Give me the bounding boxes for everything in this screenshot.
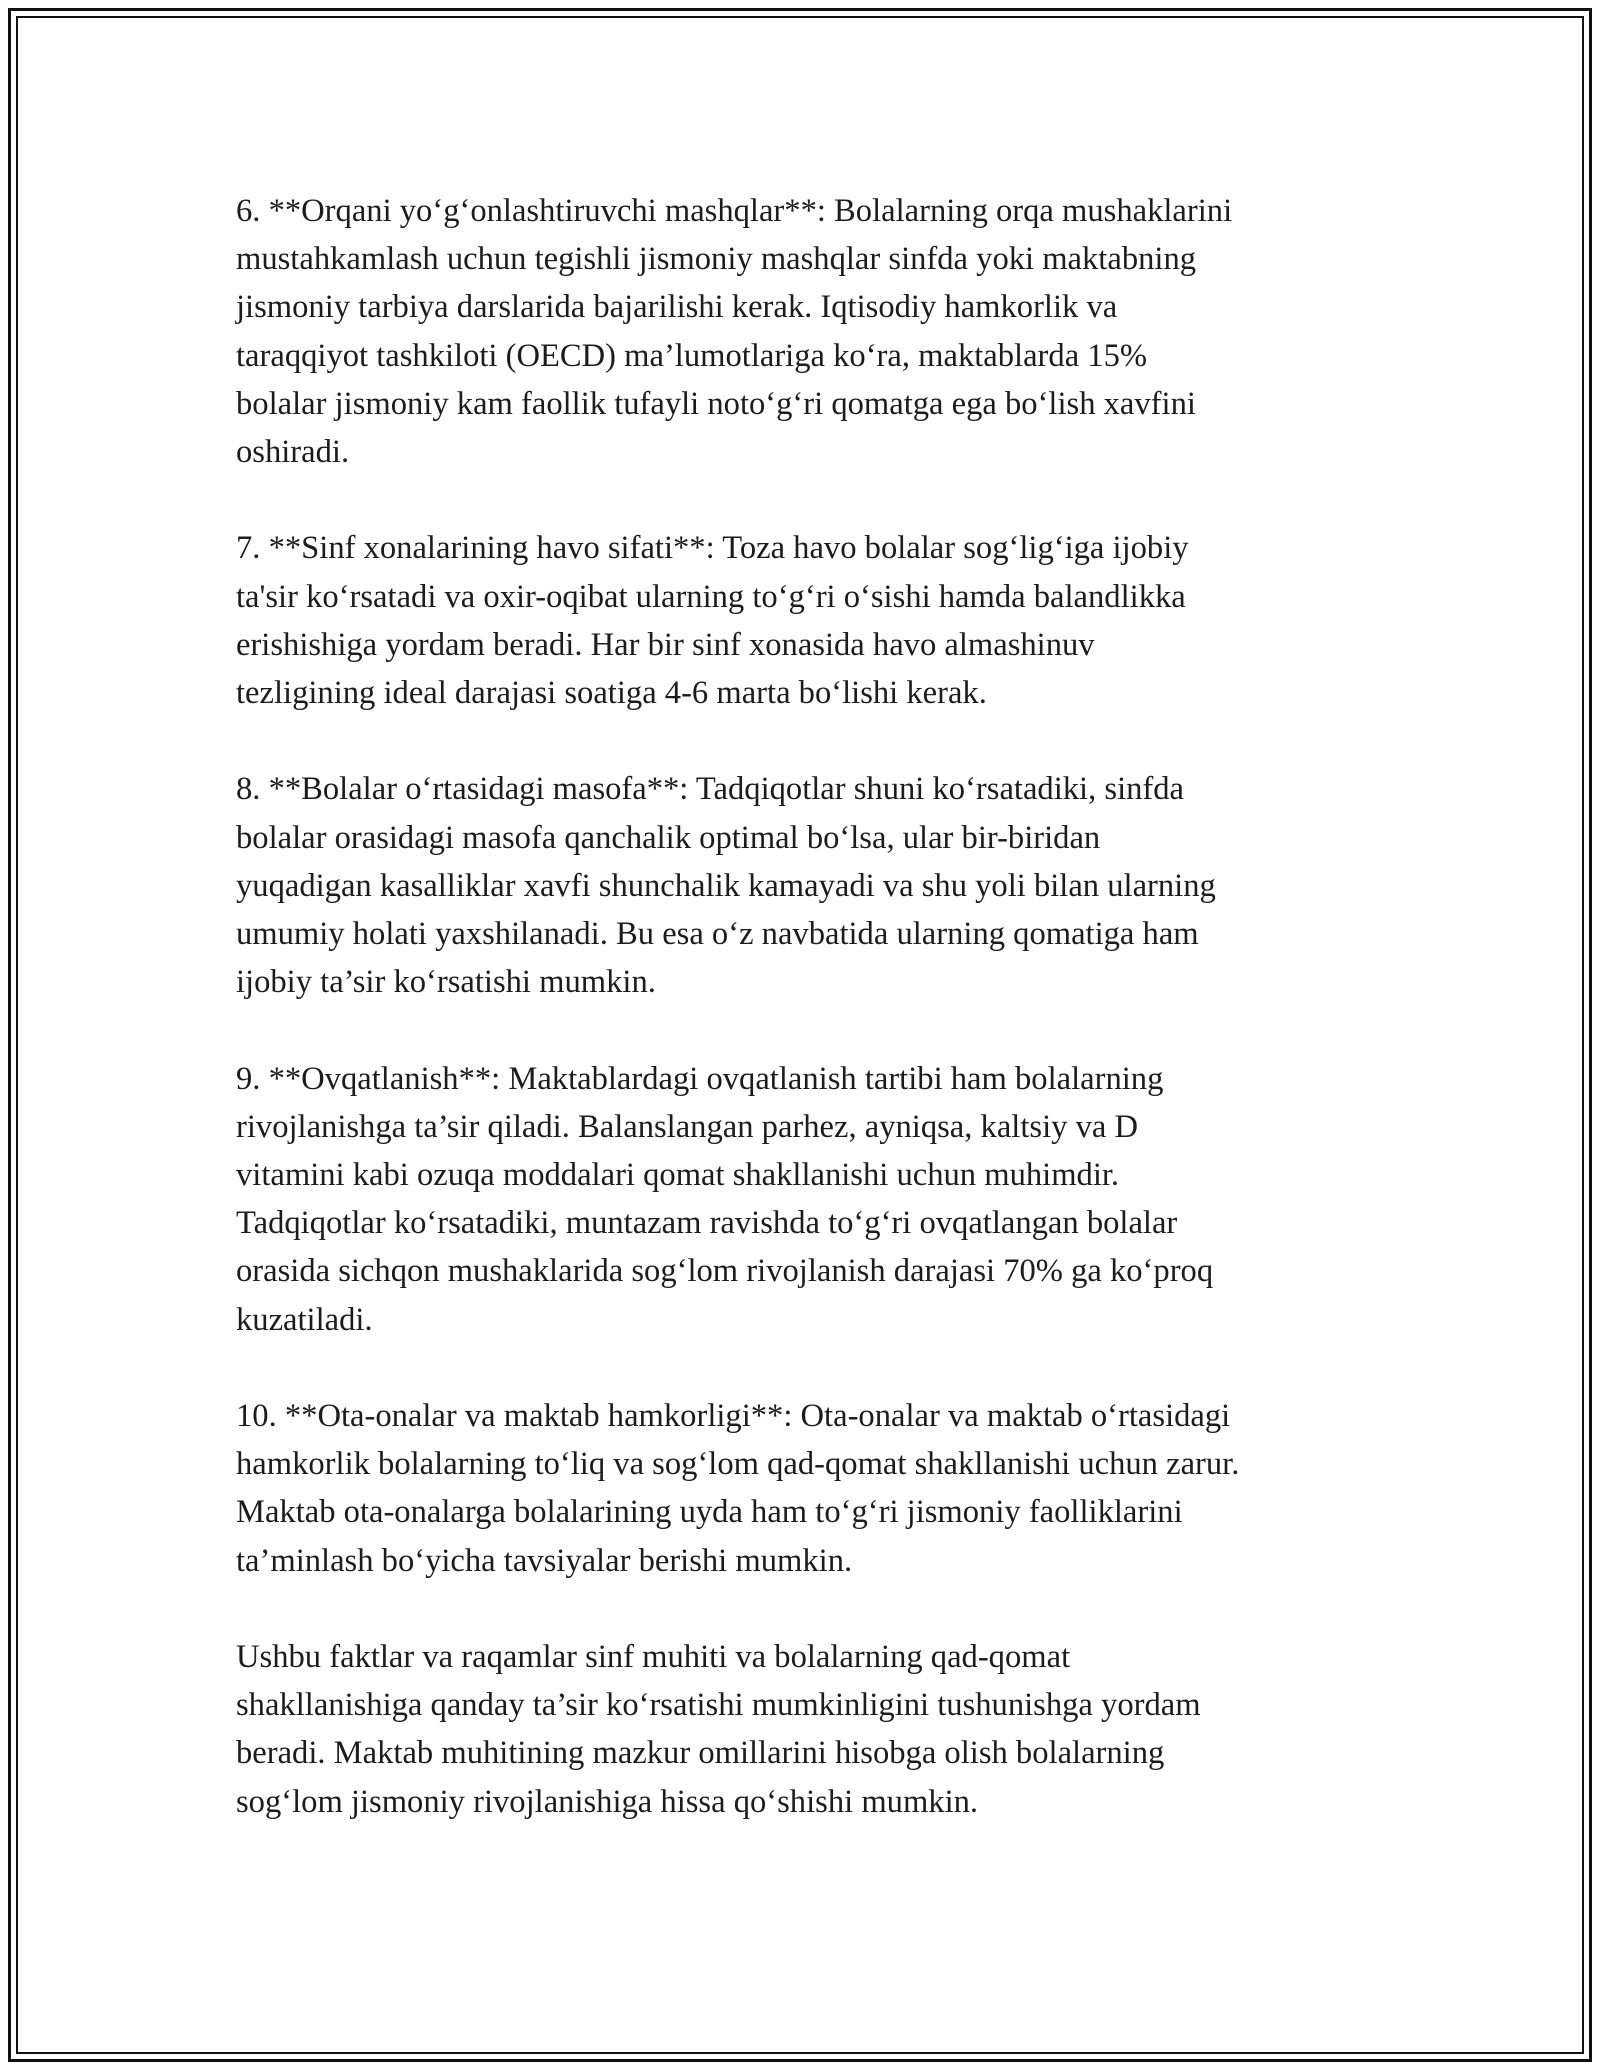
text-line: 8. **Bolalar o‘rtasidagi masofa**: Tadqiqotlar shuni ko‘rsatadiki, sinfda <box>236 771 1185 808</box>
paragraph-item-7 <box>236 524 1376 717</box>
text-line: ta'sir ko‘rsatadi va oxir-oqibat ularning to‘g‘ri o‘sishi hamda balandlikka <box>236 578 1186 615</box>
text-line: oshiradi. <box>236 434 350 471</box>
text-line: yuqadigan kasalliklar xavfi shunchalik kamayadi va shu yoli bilan ularning <box>236 867 1216 904</box>
paragraph-conclusion <box>236 1633 1376 1826</box>
text-line: Tadqiqotlar ko‘rsatadiki, muntazam ravishda to‘g‘ri ovqatlangan bolalar <box>236 1205 1178 1242</box>
text-line: beradi. Maktab muhitining mazkur omillarini hisobga olish bolalarning <box>236 1735 1165 1772</box>
text-line: 9. **Ovqatlanish**: Maktablardagi ovqatlanish tartibi ham bolalarning <box>236 1060 1164 1097</box>
text-line: mustahkamlash uchun tegishli jismoniy mashqlar sinfda yoki maktabning <box>236 241 1197 278</box>
paragraph-item-8 <box>236 765 1376 1006</box>
text-line: bolalar orasidagi masofa qanchalik optimal bo‘lsa, ular bir-biridan <box>236 819 1101 856</box>
text-line: tezligining ideal darajasi soatiga 4-6 marta bo‘lishi kerak. <box>236 675 987 712</box>
text-line: orasida sichqon mushaklarida sog‘lom rivojlanish darajasi 70% ga ko‘proq <box>236 1253 1214 1290</box>
text-line: kuzatiladi. <box>236 1301 373 1338</box>
text-line: ta’minlash bo‘yicha tavsiyalar berishi mumkin. <box>236 1542 853 1579</box>
text-line: taraqqiyot tashkiloti (OECD) ma’lumotlariga ko‘ra, maktablarda 15% <box>236 337 1148 374</box>
text-line: sog‘lom jismoniy rivojlanishiga hissa qo‘shishi mumkin. <box>236 1783 979 1820</box>
text-line: umumiy holati yaxshilanadi. Bu esa o‘z navbatida ularning qomatiga ham <box>236 916 1199 953</box>
paragraph-item-10 <box>236 1392 1376 1585</box>
text-line: jismoniy tarbiya darslarida bajarilishi kerak. Iqtisodiy hamkorlik va <box>236 289 1118 326</box>
text-line: Maktab ota-onalarga bolalarining uyda ham to‘g‘ri jismoniy faolliklarini <box>236 1494 1183 1531</box>
paragraph-item-6 <box>236 187 1376 476</box>
text-line: ijobiy ta’sir ko‘rsatishi mumkin. <box>236 964 656 1001</box>
text-line: 10. **Ota-onalar va maktab hamkorligi**: Ota-onalar va maktab o‘rtasidagi <box>236 1398 1231 1435</box>
document-body <box>236 187 1376 1874</box>
text-line: rivojlanishga ta’sir qiladi. Balanslangan parhez, ayniqsa, kaltsiy va D <box>236 1108 1138 1145</box>
paragraph-item-9 <box>236 1055 1376 1344</box>
text-line: hamkorlik bolalarning to‘liq va sog‘lom qad-qomat shakllanishi uchun zarur. <box>236 1446 1240 1483</box>
text-line: 7. **Sinf xonalarining havo sifati**: Toza havo bolalar sog‘lig‘iga ijobiy <box>236 530 1189 567</box>
text-line: shakllanishiga qanday ta’sir ko‘rsatishi mumkinligini tushunishga yordam <box>236 1687 1201 1724</box>
text-line: 6. **Orqani yo‘g‘onlashtiruvchi mashqlar**: Bolalarning orqa mushaklarini <box>236 193 1233 229</box>
text-line: bolalar jismoniy kam faollik tufayli noto‘g‘ri qomatga ega bo‘lish xavfini <box>236 385 1196 422</box>
text-line: Ushbu faktlar va raqamlar sinf muhiti va bolalarning qad-qomat <box>236 1639 1071 1676</box>
text-line: erishishiga yordam beradi. Har bir sinf xonasida havo almashinuv <box>236 626 1095 663</box>
text-line: vitamini kabi ozuqa moddalari qomat shakllanishi uchun muhimdir. <box>236 1157 1120 1194</box>
